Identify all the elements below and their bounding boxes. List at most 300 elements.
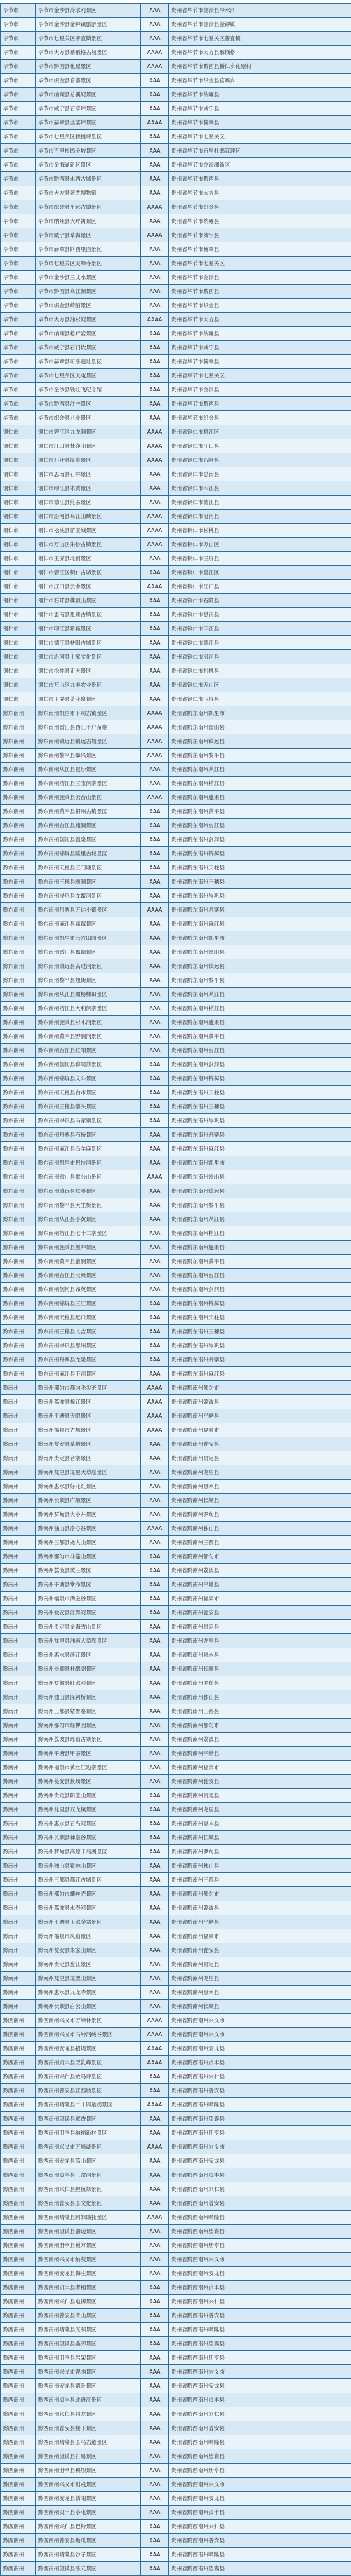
region-cell: 铜仁市	[1, 425, 36, 439]
address-cell: 贵州省黔西南州兴仁县	[169, 2407, 351, 2421]
region-cell: 铜仁市	[1, 636, 36, 650]
level-cell: AAA	[141, 2309, 169, 2323]
level-cell: AAAA	[141, 720, 169, 734]
region-cell: 毕节市	[1, 186, 36, 200]
level-cell: AAA	[141, 2435, 169, 2449]
scenic-name-cell: 黔东南州黄平县野洞河景区	[36, 1030, 141, 1044]
scenic-name-cell: 毕节市赫章县韭菜坪景区	[36, 116, 141, 130]
scenic-name-cell: 黔南州都匀市绿博园景区	[36, 1719, 141, 1733]
level-cell: AAA	[141, 4, 169, 18]
level-cell: AAA	[141, 1803, 169, 1817]
region-cell: 毕节市	[1, 88, 36, 102]
region-cell: 毕节市	[1, 214, 36, 228]
address-cell: 贵州省黔南州龙里县	[169, 1634, 351, 1648]
region-cell: 毕节市	[1, 397, 36, 411]
level-cell: AAA	[141, 2351, 169, 2365]
table-row	[1, 875, 351, 889]
address-cell: 贵州省毕节市赫章县	[169, 355, 351, 369]
region-cell: 铜仁市	[1, 538, 36, 552]
address-cell: 贵州省黔西南州普安县	[169, 2309, 351, 2323]
scenic-name-cell: 黔东南州台江县施洞景区	[36, 819, 141, 833]
level-cell: AAA	[141, 1142, 169, 1156]
address-cell: 贵州省毕节市纳雍县	[169, 327, 351, 341]
region-cell: 铜仁市	[1, 496, 36, 510]
table-row	[1, 2014, 351, 2028]
region-cell: 毕节市	[1, 228, 36, 242]
address-cell: 贵州省铜仁市沿河县	[169, 510, 351, 524]
scenic-name-cell: 黔西南州册亨县岩架景区	[36, 2351, 141, 2365]
table-row	[1, 903, 351, 917]
address-cell: 贵州省黔东南州三穗县	[169, 1100, 351, 1114]
level-cell: AAA	[141, 1578, 169, 1592]
scenic-name-cell: 毕节市金沙县冷水河景区	[36, 4, 141, 18]
address-cell: 贵州省黔西南州普安县	[169, 2084, 351, 2098]
address-cell: 贵州省铜仁市万山区	[169, 538, 351, 552]
table-row	[1, 706, 351, 720]
table-row	[1, 2056, 351, 2070]
region-cell: 黔东南州	[1, 1241, 36, 1255]
level-cell: AAA	[141, 144, 169, 158]
address-cell: 贵州省黔东南州榕江县	[169, 777, 351, 791]
table-row	[1, 847, 351, 861]
level-cell: AAA	[141, 1156, 169, 1170]
address-cell: 贵州省黔东南州丹寨县	[169, 1128, 351, 1142]
level-cell: AAAA	[141, 2140, 169, 2154]
table-row	[1, 2464, 351, 2478]
scenic-name-cell: 黔东南州天柱县白市景区	[36, 1086, 141, 1100]
address-cell: 贵州省黔南州瓮安县	[169, 1606, 351, 1620]
address-cell: 贵州省黔西南州兴义市	[169, 2253, 351, 2267]
level-cell: AAA	[141, 2281, 169, 2295]
table-row	[1, 2393, 351, 2407]
table-row	[1, 144, 351, 158]
region-cell: 黔西南州	[1, 2196, 36, 2211]
level-cell: AAA	[141, 2253, 169, 2267]
level-cell: AAA	[141, 2267, 169, 2281]
table-row	[1, 1311, 351, 1325]
scenic-name-cell: 毕节市赫章县可乐遗址景区	[36, 355, 141, 369]
table-row	[1, 1957, 351, 1972]
table-row	[1, 1480, 351, 1494]
level-cell: AAA	[141, 32, 169, 46]
scenic-name-cell: 黔西南州兴义市万峰湖景区	[36, 2140, 141, 2154]
region-cell: 毕节市	[1, 257, 36, 271]
table-row	[1, 889, 351, 903]
address-cell: 贵州省铜仁市碧江区	[169, 566, 351, 580]
address-cell: 贵州省黔西南州贞丰县	[169, 2281, 351, 2295]
address-cell: 贵州省毕节市大方县	[169, 313, 351, 327]
level-cell: AAA	[141, 1592, 169, 1606]
region-cell: 黔南州	[1, 1480, 36, 1494]
address-cell: 贵州省黔西南州贞丰县	[169, 2168, 351, 2182]
address-cell: 贵州省铜仁市玉屏县	[169, 552, 351, 566]
table-row	[1, 2140, 351, 2154]
table-row	[1, 791, 351, 805]
table-row	[1, 2239, 351, 2253]
table-row	[1, 510, 351, 524]
level-cell: AAAA	[141, 580, 169, 594]
scenic-name-cell: 黔南州长顺县广顺景区	[36, 1494, 141, 1508]
table-row	[1, 1620, 351, 1634]
address-cell: 贵州省黔南州长顺县	[169, 1662, 351, 1676]
table-row	[1, 2084, 351, 2098]
level-cell: AAAA	[141, 1395, 169, 1409]
address-cell: 贵州省铜仁市江口县	[169, 439, 351, 453]
level-cell: AAA	[141, 917, 169, 931]
level-cell: AAA	[141, 650, 169, 664]
table-row	[1, 341, 351, 355]
level-cell: AAA	[141, 847, 169, 861]
table-row	[1, 1128, 351, 1142]
table-row	[1, 439, 351, 453]
table-row	[1, 2449, 351, 2464]
region-cell: 黔西南州	[1, 2478, 36, 2492]
scenic-name-cell: 毕节市纳雍县枪杆岩景区	[36, 327, 141, 341]
scenic-name-cell: 毕节市黔西县水西古城景区	[36, 172, 141, 186]
table-row	[1, 1114, 351, 1128]
level-cell: AAA	[141, 1929, 169, 1943]
scenic-name-cell: 黔东南州三穗县寨头景区	[36, 1100, 141, 1114]
scenic-name-cell: 黔东南州榕江县三宝侗寨景区	[36, 777, 141, 791]
scenic-name-cell: 黔东南州岑巩县马家寨景区	[36, 1114, 141, 1128]
region-cell: 黔东南州	[1, 1297, 36, 1311]
region-cell: 黔南州	[1, 1972, 36, 1986]
scenic-name-cell: 黔西南州安龙县笃山景区	[36, 2154, 141, 2168]
table-row	[1, 88, 351, 102]
level-cell: AAA	[141, 1972, 169, 1986]
level-cell: AAA	[141, 594, 169, 608]
scenic-name-cell: 黔东南州黎平县肇兴景区	[36, 749, 141, 763]
table-row	[1, 1986, 351, 2000]
address-cell: 贵州省黔东南州雷山县	[169, 945, 351, 959]
scenic-name-cell: 黔西南州望谟县桑郎景区	[36, 2337, 141, 2351]
table-row	[1, 2112, 351, 2126]
address-cell: 贵州省黔西南州普安县	[169, 2421, 351, 2435]
level-cell: AAA	[141, 763, 169, 777]
scenic-name-cell: 黔东南州锦屏县隆里古城景区	[36, 847, 141, 861]
level-cell: AAA	[141, 2421, 169, 2435]
address-cell: 贵州省毕节市黔西县	[169, 285, 351, 299]
scenic-name-cell: 黔东南州黄平县旧州古镇景区	[36, 805, 141, 819]
region-cell: 铜仁市	[1, 566, 36, 580]
scenic-name-cell: 黔西南州兴仁县屯脚景区	[36, 2295, 141, 2309]
region-cell: 黔南州	[1, 1606, 36, 1620]
address-cell: 贵州省黔西南州晴隆县	[169, 2211, 351, 2225]
region-cell: 黔南州	[1, 1957, 36, 1972]
address-cell: 贵州省黔西南州安龙县	[169, 2492, 351, 2506]
level-cell: AAA	[141, 1845, 169, 1859]
address-cell: 贵州省黔西南州晴隆县	[169, 2548, 351, 2562]
region-cell: 黔东南州	[1, 1030, 36, 1044]
scenic-name-cell: 黔西南州兴仁县放马坪景区	[36, 2070, 141, 2084]
scenic-name-cell: 黔东南州凯里市云谷田园景区	[36, 931, 141, 945]
table-row	[1, 1578, 351, 1592]
address-cell: 贵州省铜仁市松桃县	[169, 524, 351, 538]
address-cell: 贵州省黔南州荔波县	[169, 1901, 351, 1915]
table-row	[1, 2492, 351, 2506]
level-cell: AAA	[141, 692, 169, 706]
level-cell: AAAA	[141, 2042, 169, 2056]
table-row	[1, 1142, 351, 1156]
region-cell: 黔南州	[1, 1747, 36, 1761]
region-cell: 黔南州	[1, 1409, 36, 1423]
region-cell: 黔西南州	[1, 2351, 36, 2365]
table-row	[1, 2337, 351, 2351]
scenic-name-cell: 铜仁市江口县云舍景区	[36, 580, 141, 594]
table-row	[1, 285, 351, 299]
scenic-name-cell: 黔东南州丹寨县石桥景区	[36, 1128, 141, 1142]
address-cell: 贵州省黔东南州台江县	[169, 819, 351, 833]
address-cell: 贵州省黔东南州黄平县	[169, 1030, 351, 1044]
scenic-name-cell: 黔西南州望谟县油迈景区	[36, 2225, 141, 2239]
region-cell: 黔南州	[1, 1704, 36, 1719]
table-row	[1, 1508, 351, 1522]
address-cell: 贵州省黔南州三都县	[169, 1873, 351, 1887]
scenic-name-cell: 黔东南州镇远县镇远古城景区	[36, 734, 141, 749]
level-cell: AAA	[141, 467, 169, 481]
scenic-name-cell: 黔西南州兴义市泥凼景区	[36, 2365, 141, 2379]
table-row	[1, 1156, 351, 1170]
address-cell: 贵州省黔东南州施秉县	[169, 791, 351, 805]
scenic-name-cell: 黔西南州普安县青山景区	[36, 2309, 141, 2323]
table-row	[1, 1831, 351, 1845]
table-row	[1, 1676, 351, 1690]
address-cell: 贵州省黔南州都匀市	[169, 1719, 351, 1733]
region-cell: 黔西南州	[1, 2435, 36, 2449]
address-cell: 贵州省黔东南州剑河县	[169, 1058, 351, 1072]
address-cell: 贵州省黔西南州晴隆县	[169, 2098, 351, 2112]
table-row	[1, 734, 351, 749]
level-cell: AAA	[141, 1775, 169, 1789]
address-cell: 贵州省黔东南州剑河县	[169, 833, 351, 847]
table-row	[1, 1100, 351, 1114]
region-cell: 黔西南州	[1, 2154, 36, 2168]
level-cell: AAA	[141, 2534, 169, 2548]
scenic-name-cell: 黔东南州从江县加榜梯田景区	[36, 988, 141, 1002]
scenic-name-cell: 黔西南州兴义市纳灰景区	[36, 2253, 141, 2267]
region-cell: 毕节市	[1, 327, 36, 341]
level-cell: AAA	[141, 172, 169, 186]
region-cell: 黔西南州	[1, 2309, 36, 2323]
region-cell: 黔南州	[1, 1845, 36, 1859]
region-cell: 黔西南州	[1, 2239, 36, 2253]
table-row	[1, 453, 351, 467]
region-cell: 黔东南州	[1, 1255, 36, 1269]
scenic-name-cell: 黔南州都匀市螺丝壳景区	[36, 1887, 141, 1901]
table-row	[1, 228, 351, 242]
address-cell: 贵州省铜仁市沿河县	[169, 650, 351, 664]
level-cell: AAA	[141, 1086, 169, 1100]
region-cell: 黔南州	[1, 1775, 36, 1789]
table-row	[1, 481, 351, 496]
scenic-name-cell: 黔南州瓮安县朱家山景区	[36, 1943, 141, 1957]
level-cell: AAA	[141, 74, 169, 88]
region-cell: 毕节市	[1, 74, 36, 88]
scenic-name-cell: 毕节市织金县官寨景区	[36, 74, 141, 88]
region-cell: 黔西南州	[1, 2449, 36, 2464]
level-cell: AAA	[141, 1761, 169, 1775]
table-row	[1, 60, 351, 74]
address-cell: 贵州省黔南州惠水县	[169, 1648, 351, 1662]
region-cell: 铜仁市	[1, 481, 36, 496]
address-cell: 贵州省铜仁市松桃县	[169, 664, 351, 678]
level-cell: AAA	[141, 1634, 169, 1648]
level-cell: AAA	[141, 1550, 169, 1564]
table-row	[1, 271, 351, 285]
scenic-name-cell: 铜仁市思南县石林景区	[36, 467, 141, 481]
address-cell: 贵州省黔东南州镇远县	[169, 734, 351, 749]
region-cell: 黔西南州	[1, 2548, 36, 2562]
scenic-name-cell: 黔南州龙里县油画大草原景区	[36, 1634, 141, 1648]
scenic-name-cell: 毕节市大方县油杉河景区	[36, 313, 141, 327]
table-row	[1, 2506, 351, 2520]
table-row	[1, 692, 351, 706]
region-cell: 毕节市	[1, 144, 36, 158]
region-cell: 黔西南州	[1, 2056, 36, 2070]
scenic-name-cell: 黔南州龙里县龙架山景区	[36, 1972, 141, 1986]
table-row	[1, 973, 351, 988]
table-row	[1, 2182, 351, 2196]
scenic-name-cell: 黔东南州麻江县下司景区	[36, 1367, 141, 1381]
level-cell: AAA	[141, 355, 169, 369]
region-cell: 铜仁市	[1, 580, 36, 594]
level-cell: AAA	[141, 2196, 169, 2211]
address-cell: 贵州省黔西南州望谟县	[169, 2449, 351, 2464]
address-cell: 贵州省黔南州瓮安县	[169, 1437, 351, 1451]
region-cell: 黔南州	[1, 1648, 36, 1662]
table-row	[1, 327, 351, 341]
scenic-name-cell: 毕节市七星关区拱拢坪景区	[36, 130, 141, 144]
scenic-name-cell: 黔东南州剑河县昂英景区	[36, 1283, 141, 1297]
level-cell: AAA	[141, 1072, 169, 1086]
address-cell: 贵州省黔东南州岑巩县	[169, 1339, 351, 1353]
level-cell: AAA	[141, 1311, 169, 1325]
region-cell: 黔西南州	[1, 2464, 36, 2478]
address-cell: 贵州省黔东南州雷山县	[169, 720, 351, 734]
region-cell: 黔东南州	[1, 988, 36, 1002]
table-row	[1, 1972, 351, 1986]
level-cell: AAAA	[141, 60, 169, 74]
scenic-name-cell: 毕节市黔西县乌江源景区	[36, 285, 141, 299]
address-cell: 贵州省毕节市金沙县	[169, 271, 351, 285]
region-cell: 铜仁市	[1, 524, 36, 538]
scenic-name-cell: 铜仁市万山区九丰农业景区	[36, 678, 141, 692]
address-cell: 贵州省黔东南州岑巩县	[169, 889, 351, 903]
table-row	[1, 2407, 351, 2421]
region-cell: 黔东南州	[1, 1283, 36, 1297]
scenic-name-cell: 黔东南州镇远县铁溪景区	[36, 1184, 141, 1198]
table-row	[1, 2421, 351, 2435]
scenic-name-cell: 毕节市七星关区大屯景区	[36, 369, 141, 383]
region-cell: 黔东南州	[1, 917, 36, 931]
address-cell: 贵州省黔南州独山县	[169, 1859, 351, 1873]
level-cell: AAA	[141, 931, 169, 945]
address-cell: 贵州省毕节市金沙县冷水河	[169, 4, 351, 18]
region-cell: 黔东南州	[1, 931, 36, 945]
scenic-name-cell: 黔西南州望谟县乐元景区	[36, 2562, 141, 2576]
level-cell: AAAA	[141, 1522, 169, 1536]
region-cell: 毕节市	[1, 60, 36, 74]
scenic-name-cell: 黔东南州三穗县颇洞景区	[36, 875, 141, 889]
region-cell: 黔东南州	[1, 734, 36, 749]
region-cell: 黔西南州	[1, 2140, 36, 2154]
scenic-name-cell: 黔东南州镇远县高过河景区	[36, 959, 141, 973]
scenic-name-cell: 黔南州瓮安县草塘景区	[36, 1437, 141, 1451]
region-cell: 黔南州	[1, 1522, 36, 1536]
table-row	[1, 1255, 351, 1269]
address-cell: 贵州省黔西南州兴义市	[169, 2140, 351, 2154]
address-cell: 贵州省黔东南州黄平县	[169, 805, 351, 819]
level-cell: AAA	[141, 1437, 169, 1451]
region-cell: 黔西南州	[1, 2225, 36, 2239]
region-cell: 毕节市	[1, 271, 36, 285]
region-cell: 黔南州	[1, 1915, 36, 1929]
region-cell: 黔西南州	[1, 2562, 36, 2576]
address-cell: 贵州省黔东南州从江县	[169, 1212, 351, 1226]
level-cell: AAA	[141, 1831, 169, 1845]
table-row	[1, 18, 351, 32]
level-cell: AAA	[141, 1662, 169, 1676]
address-cell: 贵州省黔西南州望谟县	[169, 2337, 351, 2351]
address-cell: 贵州省黔南州荔波县	[169, 1733, 351, 1747]
region-cell: 黔西南州	[1, 2506, 36, 2520]
address-cell: 贵州省黔南州龙里县	[169, 1465, 351, 1480]
region-cell: 黔西南州	[1, 2112, 36, 2126]
scenic-name-cell: 铜仁市德江县扶阳古城景区	[36, 636, 141, 650]
level-cell: AAA	[141, 2323, 169, 2337]
region-cell: 黔南州	[1, 1592, 36, 1606]
scenic-area-table	[0, 3, 351, 2576]
address-cell: 贵州省黔西南州晴隆县	[169, 2435, 351, 2449]
level-cell: AAAA	[141, 116, 169, 130]
scenic-name-cell: 黔东南州黎平县翘街景区	[36, 973, 141, 988]
table-row	[1, 2351, 351, 2365]
table-row	[1, 1915, 351, 1929]
scenic-name-cell: 黔西南州普安县茶文化景区	[36, 2196, 141, 2211]
scenic-name-cell: 黔东南州岑巩县思州景区	[36, 1339, 141, 1353]
address-cell: 贵州省黔南州福泉市	[169, 1929, 351, 1943]
address-cell: 贵州省铜仁市思南县	[169, 467, 351, 481]
scenic-name-cell: 黔南州平塘县玉水金盆景区	[36, 1915, 141, 1929]
region-cell: 黔西南州	[1, 2028, 36, 2042]
table-row	[1, 2548, 351, 2562]
table-row	[1, 1634, 351, 1648]
table-row	[1, 1592, 351, 1606]
scenic-name-cell: 铜仁市松桃县正大景区	[36, 664, 141, 678]
scenic-name-cell: 黔西南州晴隆县茶马古道景区	[36, 2435, 141, 2449]
table-row	[1, 313, 351, 327]
region-cell: 黔东南州	[1, 1156, 36, 1170]
scenic-name-cell: 黔东南州施秉县云台山景区	[36, 791, 141, 805]
address-cell: 贵州省毕节市七星关区普宜镇	[169, 32, 351, 46]
scenic-name-cell: 黔东南州黄平县浪洞景区	[36, 1255, 141, 1269]
address-cell: 贵州省黔东南州从江县	[169, 763, 351, 777]
level-cell: AAA	[141, 1480, 169, 1494]
table-row	[1, 2196, 351, 2211]
address-cell: 贵州省黔西南州望谟县	[169, 2562, 351, 2576]
scenic-name-cell: 毕节市黔西县沙井景区	[36, 397, 141, 411]
address-cell: 贵州省毕节市金沙县金钟镇	[169, 18, 351, 32]
address-cell: 贵州省黔南州惠水县	[169, 1986, 351, 2000]
table-row	[1, 1901, 351, 1915]
scenic-name-cell: 铜仁市石阡县佛顶山景区	[36, 594, 141, 608]
scenic-name-cell: 铜仁市石阡县温泉景区	[36, 453, 141, 467]
level-cell: AAA	[141, 481, 169, 496]
address-cell: 贵州省毕节市黔西县	[169, 172, 351, 186]
scenic-name-cell: 黔东南州岑巩县龙鳌河景区	[36, 889, 141, 903]
scenic-name-cell: 黔西南州兴义市万峰林景区	[36, 2014, 141, 2028]
region-cell: 黔东南州	[1, 749, 36, 763]
